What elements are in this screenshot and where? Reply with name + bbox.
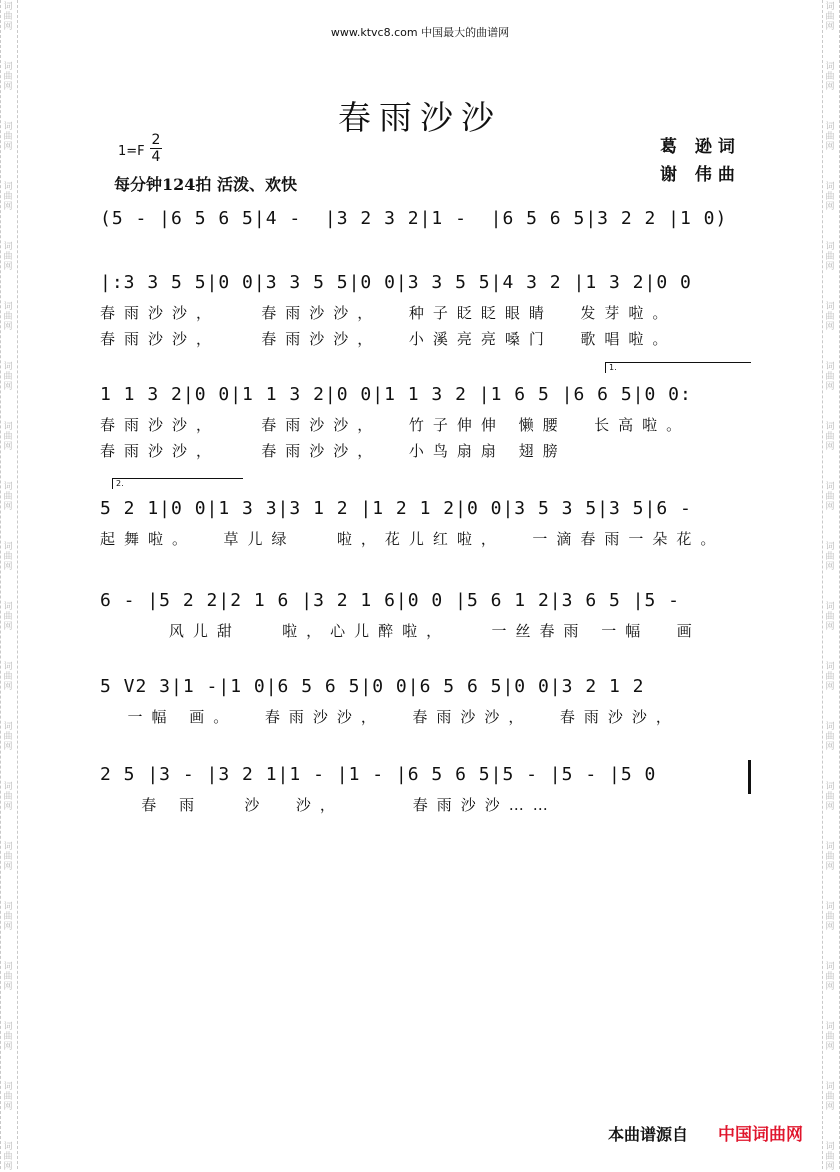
side-watermark-text: 词 曲 网 bbox=[825, 662, 835, 692]
side-watermark-text: 词 曲 网 bbox=[3, 902, 13, 932]
side-watermark-text: 词 曲 网 bbox=[825, 1082, 835, 1112]
lyric-line: 风儿甜 啦，心儿醉啦， 一丝春雨 一幅 画 bbox=[100, 622, 701, 640]
side-watermark-text: 词 曲 网 bbox=[3, 1022, 13, 1052]
time-signature-bottom: 4 bbox=[151, 149, 161, 165]
side-watermark-text: 词 曲 网 bbox=[825, 302, 835, 332]
side-watermark-text: 词 曲 网 bbox=[825, 122, 835, 152]
time-signature bbox=[150, 132, 162, 165]
side-watermark-text: 词 曲 网 bbox=[825, 1142, 835, 1172]
site-header-line[interactable]: www.ktvc8.com 中国最大的曲谱网 bbox=[330, 26, 510, 39]
notation-line: 2 5 |3 - |3 2 1|1 - |1 - |6 5 6 5|5 - |5 - |5 0 bbox=[100, 764, 657, 785]
side-watermark-text: 词 曲 网 bbox=[3, 482, 13, 512]
lyric-line: 一幅 画。 春雨沙沙， 春雨沙沙， 春雨沙沙， bbox=[100, 708, 680, 726]
volta-1 bbox=[605, 362, 751, 373]
side-watermark-text: 词 曲 网 bbox=[825, 722, 835, 752]
composer-credit: 谢 伟曲 bbox=[660, 165, 741, 185]
notation-line: |:3 3 5 5|0 0|3 3 5 5|0 0|3 3 5 5|4 3 2 |1 3 2|0 0 bbox=[100, 272, 692, 293]
side-watermark-text: 词 曲 网 bbox=[3, 962, 13, 992]
side-watermark-text: 词 曲 网 bbox=[825, 1022, 835, 1052]
side-watermark-text: 词 曲 网 bbox=[3, 182, 13, 212]
volta-1-label: 1. bbox=[609, 363, 617, 372]
lyric-line: 起舞啦。 草儿绿 啦，花儿红啦， 一滴春雨一朵花。 bbox=[100, 530, 725, 548]
side-watermark-text: 词 曲 网 bbox=[825, 962, 835, 992]
final-barline bbox=[748, 760, 751, 794]
notation-line: 5 V2 3|1 -|1 0|6 5 6 5|0 0|6 5 6 5|0 0|3 2 1 2 bbox=[100, 676, 645, 697]
side-watermark-text: 词 曲 网 bbox=[3, 842, 13, 872]
side-watermark-text: 词 曲 网 bbox=[3, 542, 13, 572]
side-watermark-text: 词 曲 网 bbox=[825, 362, 835, 392]
volta-2 bbox=[112, 478, 243, 489]
notation-line: 5 2 1|0 0|1 3 3|3 1 2 |1 2 1 2|0 0|3 5 3 5|3 5|6 - bbox=[100, 498, 692, 519]
lyric-line: 春 雨 沙 沙， 春雨沙沙…… bbox=[100, 796, 557, 814]
side-watermark-text: 词 曲 网 bbox=[825, 902, 835, 932]
lyric-line: 春雨沙沙， 春雨沙沙， 小鸟扇扇 翅膀 bbox=[100, 442, 567, 460]
side-watermark-text: 词 曲 网 bbox=[825, 782, 835, 812]
notation-line: (5 - |6 5 6 5|4 - |3 2 3 2|1 - |6 5 6 5|3 2 2 |1 0) bbox=[100, 208, 728, 229]
side-watermark-text: 词 曲 网 bbox=[3, 122, 13, 152]
lyricist-credit: 葛 逊词 bbox=[660, 137, 741, 157]
side-watermark-text: 词 曲 网 bbox=[825, 62, 835, 92]
time-signature-top: 2 bbox=[151, 132, 161, 148]
side-watermark-text: 词 曲 网 bbox=[3, 1082, 13, 1112]
side-watermark-text: 词 曲 网 bbox=[825, 482, 835, 512]
side-watermark-text: 词 曲 网 bbox=[3, 302, 13, 332]
footer-source-label: 本曲谱源自 bbox=[608, 1125, 689, 1144]
right-watermark-strip bbox=[822, 0, 840, 1169]
tempo-marking: 每分钟124拍 活泼、欢快 bbox=[114, 175, 297, 194]
side-watermark-text: 词 曲 网 bbox=[825, 2, 835, 32]
left-watermark-strip bbox=[0, 0, 18, 1169]
side-watermark-text: 词 曲 网 bbox=[3, 782, 13, 812]
side-watermark-text: 词 曲 网 bbox=[3, 242, 13, 272]
side-watermark-text: 词 曲 网 bbox=[3, 62, 13, 92]
side-watermark-text: 词 曲 网 bbox=[825, 602, 835, 632]
side-watermark-text: 词 曲 网 bbox=[3, 362, 13, 392]
song-title: 春雨沙沙 bbox=[338, 98, 502, 137]
side-watermark-text: 词 曲 网 bbox=[825, 842, 835, 872]
side-watermark-text: 词 曲 网 bbox=[3, 722, 13, 752]
volta-2-label: 2. bbox=[116, 479, 124, 488]
key-signature: 1=F bbox=[118, 144, 145, 159]
side-watermark-text: 词 曲 网 bbox=[825, 242, 835, 272]
side-watermark-text: 词 曲 网 bbox=[3, 1142, 13, 1172]
side-watermark-text: 词 曲 网 bbox=[3, 422, 13, 452]
notation-line: 6 - |5 2 2|2 1 6 |3 2 1 6|0 0 |5 6 1 2|3 6 5 |5 - bbox=[100, 590, 681, 611]
side-watermark-text: 词 曲 网 bbox=[825, 182, 835, 212]
lyric-line: 春雨沙沙， 春雨沙沙， 竹子伸伸 懒腰 长高啦。 bbox=[100, 416, 691, 434]
side-watermark-text: 词 曲 网 bbox=[3, 602, 13, 632]
notation-line: 1 1 3 2|0 0|1 1 3 2|0 0|1 1 3 2 |1 6 5 |6 6 5|0 0: bbox=[100, 384, 692, 405]
side-watermark-text: 词 曲 网 bbox=[825, 422, 835, 452]
side-watermark-text: 词 曲 网 bbox=[3, 662, 13, 692]
footer-site-link[interactable]: 中国词曲网 bbox=[718, 1125, 803, 1145]
side-watermark-text: 词 曲 网 bbox=[3, 2, 13, 32]
lyric-line: 春雨沙沙， 春雨沙沙， 小溪亮亮嗓门 歌唱啦。 bbox=[100, 330, 677, 348]
side-watermark-text: 词 曲 网 bbox=[825, 542, 835, 572]
lyric-line: 春雨沙沙， 春雨沙沙， 种子眨眨眼睛 发芽啦。 bbox=[100, 304, 677, 322]
